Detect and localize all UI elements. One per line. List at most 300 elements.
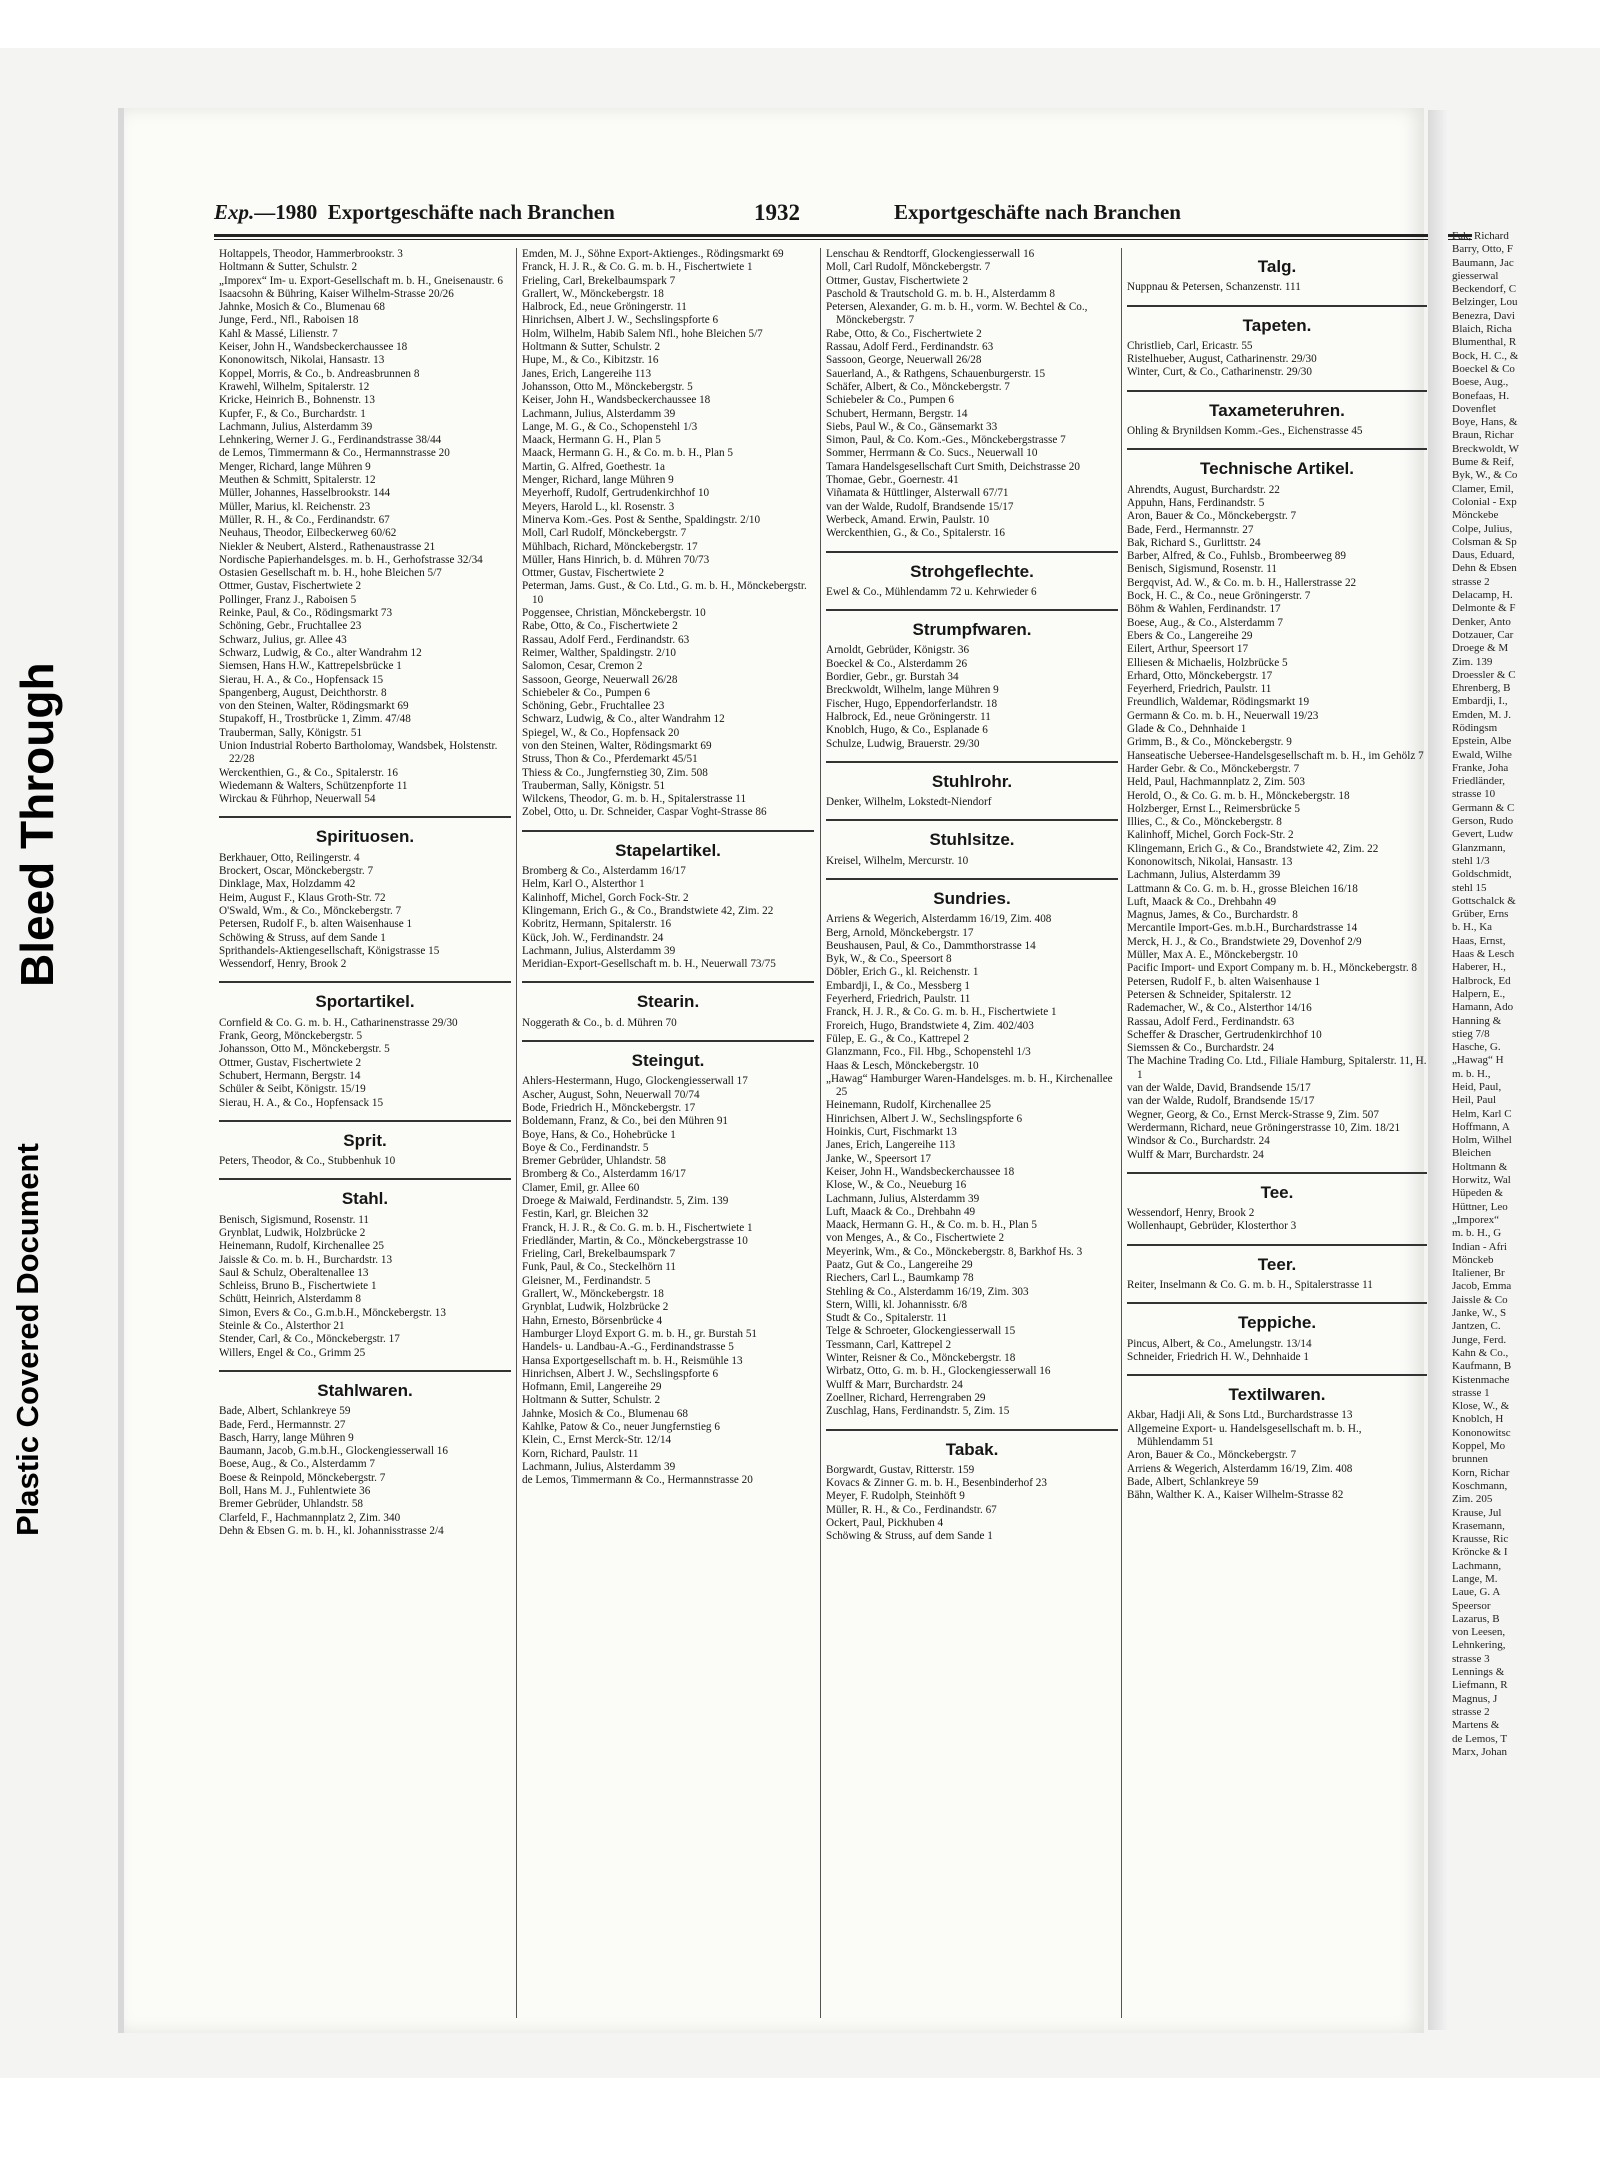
directory-entry: Festin, Karl, gr. Bleichen 32 (522, 1208, 649, 1221)
facing-page-line: Kaufmann, B (1452, 1360, 1512, 1373)
column-4 (1127, 248, 1427, 1503)
facing-page-line: Lehnkering, (1452, 1639, 1506, 1652)
directory-entry: von den Steinen, Walter, Rödingsmarkt 69 (219, 700, 409, 713)
facing-page-line: Rödingsm (1452, 721, 1498, 734)
directory-entry: Denker, Wilhelm, Lokstedt-Niendorf (826, 796, 992, 809)
facing-page-line: brunnen (1452, 1453, 1489, 1466)
facing-page-line: Bock, H. C., & (1452, 349, 1519, 362)
section-separator (219, 1370, 511, 1372)
directory-entry: Janes, Erich, Langereihe 113 (522, 367, 652, 380)
directory-entry: Maack, Hermann G. H., Plan 5 (522, 434, 661, 447)
facing-page-line: Bonefaas, H. (1452, 389, 1510, 402)
header-exp: Exp. (214, 200, 255, 224)
directory-entry: Jaissle & Co. m. b. H., Burchardstr. 13 (219, 1253, 393, 1266)
facing-page-line: Delmonte & F (1452, 602, 1516, 615)
header-left (214, 200, 615, 225)
directory-entry: Franck, H. J. R., & Co. G. m. b. H., Fischertwiete 1 (522, 261, 753, 274)
directory-entry: Schulze, Ludwig, Brauerstr. 29/30 (826, 737, 980, 750)
directory-entry: Spiegel, W., & Co., Hopfensack 20 (522, 726, 680, 739)
section-separator (522, 1040, 814, 1042)
directory-entry: Müller, Marius, kl. Reichenstr. 23 (219, 500, 371, 513)
directory-entry: Boese & Reinpold, Mönckebergstr. 7 (219, 1471, 386, 1484)
facing-page-line: Benezra, Davi (1452, 309, 1515, 322)
directory-entry: Meyers, Harold L., kl. Rosenstr. 3 (522, 500, 675, 513)
directory-entry: Meridian-Export-Gesellschaft m. b. H., Neuerwall 73/75 (522, 958, 776, 971)
facing-page-line: Lachmann, (1452, 1559, 1502, 1572)
section-heading: Sundries. (933, 888, 1011, 908)
directory-entry: Ohling & Brynildsen Komm.-Ges., Eichenstrasse 45 (1127, 425, 1363, 438)
directory-entry: Schiebeler & Co., Pumpen 6 (826, 394, 955, 407)
directory-entry: Lehnkering, Werner J. G., Ferdinandstrasse 38/44 (219, 434, 442, 447)
facing-page-line: Janke, W., S (1452, 1307, 1507, 1320)
directory-entry: Kovacs & Zinner G. m. b. H., Besenbinderhof 23 (826, 1477, 1047, 1490)
directory-entry: Germann & Co. m. b. H., Neuerwall 19/23 (1127, 709, 1319, 722)
column-divider (820, 248, 821, 2018)
directory-entry: Ottmer, Gustav, Fischertwiete 2 (522, 567, 665, 580)
directory-entry: Clamer, Emil, gr. Allee 60 (522, 1181, 640, 1194)
directory-entry: Meyerhoff, Rudolf, Gertrudenkirchhof 10 (522, 487, 710, 500)
directory-entry: Minerva Kom.-Ges. Post & Senthe, Spaldingstr. 2/10 (522, 513, 761, 526)
directory-entry: Ottmer, Gustav, Fischertwiete 2 (219, 1056, 362, 1069)
directory-entry: Siemssen & Co., Burchardstr. 24 (1127, 1042, 1274, 1055)
facing-page-line: Daus, Eduard, (1452, 549, 1515, 562)
directory-entry: Elliesen & Michaelis, Holzbrücke 5 (1127, 656, 1288, 669)
directory-entry: Wegner, Georg, & Co., Ernst Merck-Strasse 9, Zim. 507 (1127, 1108, 1379, 1121)
facing-page-line: Junge, Ferd. (1452, 1333, 1507, 1346)
section-separator (522, 830, 814, 832)
directory-entry: Appuhn, Hans, Ferdinandstr. 5 (1127, 496, 1265, 509)
directory-entry: Bock, H. C., & Co., neue Gröningerstr. 7 (1127, 590, 1311, 603)
directory-entry: Emden, M. J., Söhne Export-Aktienges., Rödingsmarkt 69 (522, 248, 784, 260)
section-heading: Sportartikel. (315, 992, 415, 1012)
section-heading: Stuhlsitze. (929, 830, 1015, 850)
directory-entry: Froreich, Hugo, Brandstwiete 4, Zim. 402/403 (826, 1019, 1034, 1032)
directory-entry: Noggerath & Co., b. d. Mühren 70 (522, 1016, 677, 1029)
directory-entry: Helm, Karl O., Alsterthor 1 (522, 878, 645, 891)
directory-entry: Neuhaus, Theodor, Eilbeckerweg 60/62 (219, 527, 397, 540)
directory-entry: Allgemeine Export- u. Handelsgesellschaft m. b. H., Mühlendamm 51 (1127, 1422, 1362, 1449)
section-heading: Technische Artikel. (1200, 459, 1354, 479)
directory-entry: Berkhauer, Otto, Reilingerstr. 4 (219, 851, 360, 864)
facing-page-line: Klose, W., & (1452, 1400, 1510, 1413)
directory-entry: Bordier, Gebr., gr. Burstah 34 (826, 671, 959, 684)
directory-entry: Rassau, Adolf Ferd., Ferdinandstr. 63 (826, 341, 994, 354)
directory-entry: Klingemann, Erich G., & Co., Brandstwiete 42, Zim. 22 (522, 904, 774, 917)
directory-entry: Funk, Paul, & Co., Steckelhörn 11 (522, 1261, 677, 1274)
facing-page-line: Liefmann, R (1452, 1679, 1508, 1692)
directory-entry: Petersen, Rudolf F., b. alten Waisenhause 1 (219, 918, 413, 931)
directory-entry: Winter, Reisner & Co., Mönckebergstr. 18 (826, 1352, 1016, 1365)
directory-entry: Boldemann, Franz, & Co., bei den Mühren 91 (522, 1115, 729, 1128)
directory-entry: Studt & Co., Spitalerstr. 11 (826, 1312, 948, 1325)
directory-entry: Bähn, Walther K. A., Kaiser Wilhelm-Strasse 82 (1127, 1489, 1344, 1502)
directory-entry: Sassoon, George, Neuerwall 26/28 (826, 354, 982, 367)
facing-page-line: Embardji, I., (1452, 695, 1508, 708)
facing-page-line: Indian - Afri (1452, 1240, 1507, 1253)
directory-entry: Simon, Evers & Co., G.m.b.H., Mönckebergstr. 13 (219, 1306, 446, 1319)
directory-entry: Böhm & Wahlen, Ferdinandstr. 17 (1127, 603, 1281, 616)
directory-entry: Handels- u. Landbau-A.-G., Ferdinandstrasse 5 (522, 1341, 734, 1354)
facing-page-line: Dovenflet (1452, 402, 1496, 415)
facing-page-line: Laue, G. A (1452, 1586, 1501, 1599)
directory-entry: Schubert, Hermann, Bergstr. 14 (219, 1069, 361, 1082)
directory-entry: Knoblch, Hugo, & Co., Esplanade 6 (826, 724, 988, 737)
facing-page-line: Koppel, Mo (1452, 1440, 1506, 1453)
directory-entry: Mercantile Import-Ges. m.b.H., Burchardstrasse 14 (1127, 922, 1358, 935)
facing-page-line: m. b. H., G (1452, 1227, 1502, 1240)
directory-entry: Feyerherd, Friedrich, Paulstr. 11 (1127, 683, 1272, 696)
directory-entry: Harder Gebr. & Co., Mönckebergstr. 7 (1127, 762, 1300, 775)
facing-page-line: Helm, Karl C (1452, 1107, 1512, 1120)
facing-page-line: Magnus, J (1452, 1692, 1498, 1705)
directory-entry: Werbeck, Amand. Erwin, Paulstr. 10 (826, 513, 990, 526)
directory-entry: Bak, Richard S., Gurlittstr. 24 (1127, 536, 1261, 549)
directory-entry: Heim, August F., Klaus Groth-Str. 72 (219, 891, 386, 904)
directory-entry: Hansa Exportgesellschaft m. b. H., Reismühle 13 (522, 1354, 743, 1367)
directory-entry: Reinke, Paul, & Co., Rödingsmarkt 73 (219, 607, 393, 620)
directory-entry: Saul & Schulz, Oberaltenallee 13 (219, 1266, 369, 1279)
header-rule-thin (214, 239, 1472, 240)
directory-entry: Glade & Co., Dehnhaide 1 (1127, 723, 1247, 736)
directory-entry: Tamara Handelsgesellschaft Curt Smith, Deichstrasse 20 (826, 460, 1080, 473)
facing-page-line: Hasche, G. (1452, 1041, 1501, 1054)
directory-entry: Sommer, Herrmann & Co. Sucs., Neuerwall 10 (826, 447, 1038, 460)
directory-entry: Rabe, Otto, & Co., Fischertwiete 2 (522, 620, 678, 633)
directory-entry: Cornfield & Co. G. m. b. H., Catharinenstrasse 29/30 (219, 1016, 458, 1029)
directory-entry: Franck, H. J. R., & Co. G. m. b. H., Fischertwiete 1 (826, 1006, 1057, 1019)
facing-page-line: Gevert, Ludw (1452, 828, 1514, 841)
directory-entry: Ostasien Gesellschaft m. b. H., hohe Bleichen 5/7 (219, 567, 442, 580)
section-separator (826, 761, 1118, 763)
facing-page-line: Ehrenberg, B (1452, 682, 1511, 695)
facing-page-fragment (1452, 230, 1600, 1759)
directory-entry: Steinle & Co., Alsterthor 21 (219, 1320, 345, 1333)
section-heading: Stearin. (636, 992, 700, 1012)
facing-page-line: Boye, Hans, & (1452, 416, 1518, 429)
directory-entry: Boeckel & Co., Alsterdamm 26 (826, 657, 968, 670)
directory-entry: von den Steinen, Walter, Rödingsmarkt 69 (522, 739, 712, 752)
facing-page-line: stehl 1/3 (1452, 854, 1490, 867)
plastic-covered-label: Plastic Covered Document (10, 1143, 45, 1537)
directory-entry: Hinrichsen, Albert J. W., Sechslingspforte 6 (522, 314, 719, 327)
directory-entry: Bade, Ferd., Hermannstr. 27 (219, 1418, 346, 1431)
directory-entry: Trauberman, Sally, Königstr. 51 (219, 726, 363, 739)
facing-page-line: Holtmann & (1452, 1160, 1508, 1173)
directory-entry: Moll, Carl Rudolf, Mönckebergstr. 7 (522, 527, 687, 540)
directory-entry: Klein, C., Ernst Merck-Str. 12/14 (522, 1434, 672, 1447)
directory-entry: Wirckau & Führhop, Neuerwall 54 (219, 793, 376, 806)
directory-entry: Schwarz, Ludwig, & Co., alter Wandrahm 12 (219, 646, 422, 659)
directory-entry: Windsor & Co., Burchardstr. 24 (1127, 1135, 1270, 1148)
directory-entry: Hamburger Lloyd Export G. m. b. H., gr. Burstah 51 (522, 1327, 758, 1340)
page-header (214, 200, 1474, 230)
directory-entry: Hinrichsen, Albert J. W., Sechslingspforte 6 (522, 1367, 719, 1380)
section-heading: Spirituosen. (315, 827, 415, 847)
directory-entry: von Menges, A., & Co., Fischertwiete 2 (826, 1232, 1005, 1245)
directory-entry: Schleiss, Bruno B., Fischertwiete 1 (219, 1280, 377, 1293)
directory-entry: Korn, Richard, Paulstr. 11 (522, 1447, 639, 1460)
directory-entry: Wulff & Marr, Burchardstr. 24 (826, 1378, 963, 1391)
directory-entry: Hanseatische Uebersee-Handelsgesellschaft m. b. H., im Gehölz 7 (1127, 749, 1424, 762)
directory-entry: Schubert, Hermann, Bergstr. 14 (826, 407, 968, 420)
directory-entry: Beushausen, Paul, & Co., Dammthorstrasse 14 (826, 939, 1036, 952)
header-year: 1932 (754, 200, 800, 225)
facing-page-line: Gerson, Rudo (1452, 815, 1514, 828)
facing-page-line: de Lemos, T (1452, 1732, 1508, 1745)
directory-entry: Kück, Joh. W., Ferdinandstr. 24 (522, 931, 664, 944)
directory-entry: Koppel, Morris, & Co., b. Andreasbrunnen 8 (219, 367, 420, 380)
facing-page-line: Italiener, Br (1452, 1267, 1505, 1280)
directory-entry: de Lemos, Timmermann & Co., Hermannstrasse 20 (522, 1474, 753, 1487)
facing-page-line: Krausse, Ric (1452, 1533, 1509, 1546)
directory-entry: Boll, Hans M. J., Fuhlentwiete 36 (219, 1485, 371, 1498)
directory-entry: Byk, W., & Co., Speersort 8 (826, 953, 952, 966)
section-separator (219, 816, 511, 818)
directory-entry: Lachmann, Julius, Alsterdamm 39 (522, 1460, 676, 1473)
directory-entry: Magnus, James, & Co., Burchardstr. 8 (1127, 909, 1298, 922)
directory-entry: Grallert, W., Mönckebergstr. 18 (522, 1288, 664, 1301)
facing-page-line: Jacob, Emma (1452, 1280, 1512, 1293)
section-separator (522, 981, 814, 983)
directory-entry: Schöwing & Struss, auf dem Sande 1 (826, 1530, 993, 1543)
directory-entry: Peterman, Jams. Gust., & Co. Ltd., G. m. b. H., Mönckebergstr. 10 (522, 580, 807, 606)
directory-entry: Fülep, E. G., & Co., Kattrepel 2 (826, 1032, 969, 1045)
facing-page-line: Colonial - Exp (1452, 495, 1517, 508)
directory-entry: Frank, Georg, Mönckebergstr. 5 (219, 1030, 363, 1043)
directory-entry: Bode, Friedrich H., Mönckebergstr. 17 (522, 1101, 696, 1114)
facing-page-line: „Hawag“ H (1452, 1054, 1504, 1067)
facing-page-line: Hüttner, Leo (1452, 1200, 1508, 1213)
section-separator (1127, 1302, 1427, 1304)
facing-page-line: Jaissle & Co (1452, 1293, 1508, 1306)
directory-entry: Halbrock, Ed., neue Gröningerstr. 11 (522, 301, 687, 314)
directory-entry: Ahlers-Hestermann, Hugo, Glockengiesserwall 17 (522, 1075, 748, 1088)
directory-entry: Pacific Import- und Export Company m. b. H., Mönckebergstr. 8 (1127, 962, 1418, 975)
facing-page-line: Holm, Wilhel (1452, 1134, 1512, 1147)
directory-entry: Friedländer, Martin, & Co., Mönckebergstrasse 10 (522, 1234, 748, 1247)
column-2 (522, 248, 814, 1488)
facing-page-line: Droege & M (1452, 642, 1509, 655)
section-separator (826, 819, 1118, 821)
directory-entry: Schäfer, Albert, & Co., Mönckebergstr. 7 (826, 380, 1010, 393)
facing-page-line: Zim. 139 (1452, 655, 1493, 668)
directory-entry: Lachmann, Julius, Alsterdamm 39 (1127, 869, 1281, 882)
directory-entry: Zobel, Otto, u. Dr. Schneider, Caspar Voght-Strasse 86 (522, 806, 767, 819)
directory-entry: Zuschlag, Hans, Ferdinandstr. 5, Zim. 15 (826, 1405, 1010, 1418)
section-heading: Talg. (1257, 257, 1297, 276)
facing-page-line: Epstein, Albe (1452, 735, 1512, 748)
header-title-left: Exportgeschäfte nach Branchen (327, 200, 615, 224)
directory-entry: Simon, Paul, & Co. Kom.-Ges., Mönckebergstrasse 7 (826, 434, 1066, 447)
directory-entry: Sassoon, George, Neuerwall 26/28 (522, 673, 678, 686)
directory-entry: Herold, O., & Co. G. m. b. H., Mönckebergstr. 18 (1127, 789, 1350, 802)
facing-page-line: b. H., Ka (1452, 921, 1493, 934)
directory-entry: van der Walde, Rudolf, Brandsende 15/17 (826, 500, 1014, 513)
directory-entry: Heinemann, Rudolf, Kirchenallee 25 (826, 1099, 991, 1112)
directory-entry: Arriens & Wegerich, Alsterdamm 16/19, Zim. 408 (1127, 1462, 1353, 1475)
directory-entry: Salomon, Cesar, Cremon 2 (522, 660, 643, 673)
directory-entry: Maack, Hermann G. H., & Co. m. b. H., Plan 5 (522, 447, 733, 460)
directory-entry: Meyer, F. Rudolph, Steinhöft 9 (826, 1490, 965, 1503)
directory-entry: Maack, Hermann G. H., & Co. m. b. H., Plan 5 (826, 1219, 1037, 1232)
facing-page-line: Delacamp, H. (1452, 589, 1513, 602)
directory-entry: Petersen, Rudolf F., b. alten Waisenhause 1 (1127, 975, 1321, 988)
section-heading: Teppiche. (1237, 1313, 1317, 1333)
directory-entry: Basch, Harry, lange Mühren 9 (219, 1431, 354, 1444)
directory-entry: Erhard, Otto, Mönckebergstr. 17 (1127, 669, 1273, 682)
directory-entry: Ascher, August, Sohn, Neuerwall 70/74 (522, 1088, 700, 1101)
directory-entry: Siemsen, Hans H.W., Kattrepelsbrücke 1 (219, 660, 402, 673)
directory-entry: Kahlke, Patow & Co., neuer Jungfernstieg 6 (522, 1421, 720, 1434)
facing-page-line: Blaich, Richa (1452, 323, 1512, 336)
directory-entry: Viñamata & Hüttlinger, Alsterwall 67/71 (826, 487, 1009, 500)
directory-entry: Ristelhueber, August, Catharinenstr. 29/30 (1127, 353, 1317, 366)
directory-entry: Hoinkis, Curt, Fischmarkt 13 (826, 1126, 957, 1139)
facing-page-line: Hamann, Ado (1452, 1001, 1514, 1014)
directory-entry: Reiter, Inselmann & Co. G. m. b. H., Spitalerstrasse 11 (1127, 1279, 1373, 1291)
facing-page-line: strasse 2 (1452, 575, 1490, 588)
facing-page-line: Fak, Richard (1452, 230, 1509, 242)
directory-entry: Hahn, Ernesto, Börsenbrücke 4 (522, 1314, 663, 1327)
directory-entry: Wessendorf, Henry, Brook 2 (1127, 1207, 1255, 1220)
directory-entry: Schiebeler & Co., Pumpen 6 (522, 686, 651, 699)
directory-entry: Droege & Maiwald, Ferdinandstr. 5, Zim. 139 (522, 1195, 729, 1207)
directory-entry: Siebs, Paul W., & Co., Gänsemarkt 33 (826, 420, 998, 433)
directory-entry: Boese, Aug., & Co., Alsterdamm 7 (219, 1458, 375, 1471)
section-separator (1127, 305, 1427, 307)
directory-entry: Dinklage, Max, Holzdamm 42 (219, 878, 356, 891)
facing-page-line: Horwitz, Wal (1452, 1174, 1511, 1187)
directory-entry: Glanzmann, Fco., Fil. Hbg., Schopenstehl 1/3 (826, 1046, 1031, 1059)
directory-entry: Boese, Aug., & Co., Alsterdamm 7 (1127, 616, 1283, 629)
facing-page-line: Mönckeb (1452, 1253, 1494, 1266)
facing-page-line: Goldschmidt, (1452, 868, 1512, 881)
facing-page-line: von Leesen, (1452, 1626, 1506, 1639)
directory-entry: Kononowitsch, Nikolai, Hansastr. 13 (219, 354, 385, 367)
directory-entry: Grallert, W., Mönckebergstr. 18 (522, 287, 664, 300)
directory-entry: Moll, Carl Rudolf, Mönckebergstr. 7 (826, 261, 991, 274)
section-heading: Stahlwaren. (317, 1380, 413, 1400)
directory-entry: Rassau, Adolf Ferd., Ferdinandstr. 63 (1127, 1015, 1295, 1028)
facing-page-line: Franke, Joha (1452, 761, 1509, 774)
directory-entry: Schneider, Friedrich H. W., Dehnhaide 1 (1127, 1350, 1309, 1363)
section-heading: Tee. (1260, 1182, 1294, 1202)
directory-entry: Menger, Richard, lange Mühren 9 (522, 474, 674, 487)
column-divider (1121, 248, 1122, 2018)
directory-entry: Eilert, Arthur, Speersort 17 (1127, 643, 1249, 656)
directory-entry: Kalinhoff, Michel, Gorch Fock-Str. 2 (522, 891, 689, 904)
directory-entry: Hofmann, Emil, Langereihe 29 (522, 1381, 662, 1394)
facing-page-line: Droessler & C (1452, 668, 1516, 681)
directory-entry: Schöwing & Struss, auf dem Sande 1 (219, 931, 386, 944)
directory-entry: Struss, Thon & Co., Pferdemarkt 45/51 (522, 753, 698, 766)
book-binding (1428, 110, 1448, 2030)
facing-page-line: Heid, Paul, (1452, 1081, 1502, 1093)
directory-entry: Kupfer, F., & Co., Burchardstr. 1 (219, 407, 366, 420)
facing-page-line: strasse 10 (1452, 788, 1496, 801)
directory-entry: Nuppnau & Petersen, Schanzenstr. 111 (1127, 281, 1301, 294)
facing-page-line: strasse 1 (1452, 1386, 1490, 1399)
facing-page-line: Knoblch, H (1452, 1413, 1504, 1426)
directory-entry: „Imporex“ Im- u. Export-Gesellschaft m. b. H., Gneisenaustr. 6 (219, 274, 503, 287)
directory-entry: van der Walde, David, Brandsende 15/17 (1127, 1082, 1311, 1095)
facing-page-line: Breckwoldt, W (1452, 442, 1520, 455)
directory-entry: Trauberman, Sally, Königstr. 51 (522, 779, 666, 792)
directory-entry: Wiedemann & Walters, Schützenpforte 11 (219, 779, 408, 792)
directory-entry: Luft, Maack & Co., Drehbahn 49 (1127, 895, 1277, 908)
directory-entry: Schöning, Gebr., Fruchtallee 23 (219, 620, 362, 633)
facing-page-line: Baumann, Jac (1452, 256, 1514, 269)
directory-entry: Wirbatz, Otto, G. m. b. H., Glockengiesserwall 16 (826, 1365, 1051, 1378)
directory-entry: Akbar, Hadji Ali, & Sons Ltd., Burchardstrasse 13 (1127, 1409, 1353, 1422)
header-title-right: Exportgeschäfte nach Branchen (894, 200, 1181, 224)
section-heading: Stapelartikel. (615, 840, 721, 860)
facing-page-line: Friedländer, (1452, 775, 1506, 788)
directory-entry: Kobritz, Hermann, Spitalerstr. 16 (522, 918, 672, 931)
directory-entry: Lenschau & Rendtorff, Glockengiesserwall 16 (826, 248, 1035, 260)
facing-page-line: Haberer, H., (1452, 961, 1506, 974)
directory-entry: Borgwardt, Gustav, Ritterstr. 159 (826, 1463, 975, 1476)
directory-entry: Schüler & Seibt, Königstr. 15/19 (219, 1083, 366, 1096)
facing-page-line: stieg 7/8 (1452, 1027, 1490, 1040)
section-separator (219, 1120, 511, 1122)
facing-page-line: Zim. 205 (1452, 1493, 1493, 1506)
directory-entry: Grynblat, Ludwik, Holzbrücke 2 (522, 1301, 669, 1314)
directory-entry: Lange, M. G., & Co., Schopenstehl 1/3 (522, 420, 698, 433)
directory-entry: Werckenthien, G., & Co., Spitalerstr. 16 (219, 766, 398, 779)
directory-entry: Aron, Bauer & Co., Mönckebergstr. 7 (1127, 1449, 1297, 1462)
directory-entry: Stender, Carl, & Co., Mönckebergstr. 17 (219, 1333, 400, 1346)
directory-entry: Ahrendts, August, Burchardstr. 22 (1127, 483, 1280, 496)
directory-entry: Brockert, Oscar, Mönckebergstr. 7 (219, 865, 374, 878)
directory-entry: Janke, W., Speersort 17 (826, 1152, 932, 1165)
directory-entry: van der Walde, Rudolf, Brandsende 15/17 (1127, 1095, 1315, 1108)
directory-entry: Nordische Papierhandelsges. m. b. H., Gerhofstrasse 32/34 (219, 553, 483, 566)
facing-page-line: strasse 2 (1452, 1705, 1490, 1718)
directory-entry: Wilckens, Theodor, G. m. b. H., Spitalerstrasse 11 (522, 793, 747, 806)
facing-page-line: Kahn & Co., (1452, 1346, 1509, 1359)
directory-entry: Boye & Co., Ferdinandstr. 5 (522, 1141, 649, 1154)
directory-entry: Thomae, Gebr., Goernestr. 41 (826, 474, 959, 487)
directory-entry: Kricke, Heinrich B., Bohnenstr. 13 (219, 394, 375, 407)
facing-page-line: Emden, M. J. (1452, 708, 1511, 721)
directory-page (118, 108, 1427, 2033)
directory-entry: Pollinger, Franz J., Raboisen 5 (219, 593, 357, 606)
facing-page-line: Krause, Jul (1452, 1506, 1502, 1519)
facing-page-line: „Imporex“ (1452, 1213, 1500, 1226)
directory-entry: Stern, Willi, kl. Johannisstr. 6/8 (826, 1298, 968, 1311)
facing-page-line: Denker, Anto (1452, 615, 1511, 628)
directory-entry: Lachmann, Julius, Alsterdamm 39 (522, 944, 676, 957)
directory-entry: Petersen & Schneider, Spitalerstr. 12 (1127, 988, 1292, 1001)
directory-entry: Sprithandels-Aktiengesellschaft, Königstrasse 15 (219, 944, 440, 957)
section-heading: Taxameteruhren. (1209, 400, 1345, 420)
facing-page-line: Hanning & (1452, 1014, 1502, 1027)
directory-entry: Johansson, Otto M., Mönckebergstr. 5 (219, 1043, 390, 1056)
directory-entry: Breckwoldt, Wilhelm, lange Mühren 9 (826, 684, 999, 697)
facing-page-line: Grüber, Erns (1452, 908, 1509, 921)
directory-entry: O'Swald, Wm., & Co., Mönckebergstr. 7 (219, 904, 402, 917)
section-separator (1127, 1244, 1427, 1246)
facing-page-line: Marx, Johan (1452, 1745, 1507, 1758)
directory-entry: Krawehl, Wilhelm, Spitalerstr. 12 (219, 380, 370, 393)
directory-entry: Schöning, Gebr., Fruchtallee 23 (522, 700, 665, 713)
facing-page-line: Boeckel & Co (1452, 362, 1515, 375)
directory-entry: Schwarz, Julius, gr. Allee 43 (219, 633, 347, 646)
facing-page-line: Kröncke & I (1452, 1546, 1508, 1559)
section-heading: Textilwaren. (1228, 1385, 1326, 1405)
facing-page-line: giesserwal (1452, 269, 1499, 282)
